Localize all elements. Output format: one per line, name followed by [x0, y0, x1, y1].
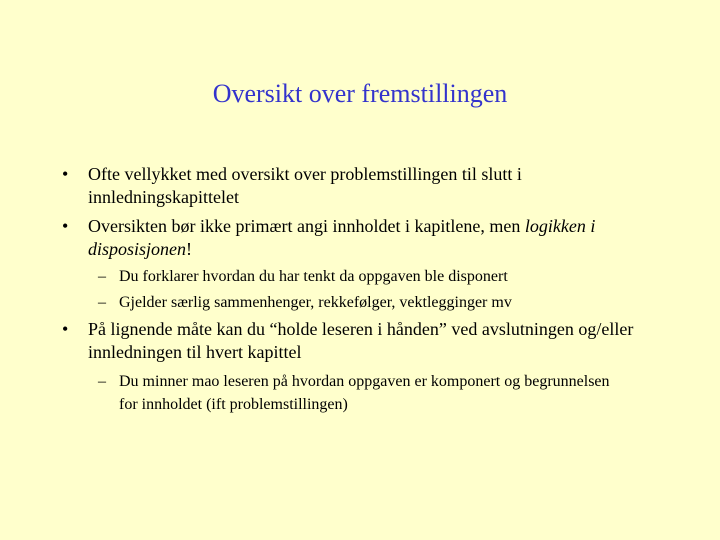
subbullet-item: [98, 265, 658, 288]
bullet-text-start: Oversikten bør ikke primært angi innholdet i kapitlene, men: [88, 216, 525, 236]
bullet-marker: •: [62, 319, 69, 339]
bullet-text: Ofte vellykket med oversikt over problemstillingen til slutt i innledningskapittelet: [88, 164, 522, 207]
dash-marker: –: [98, 373, 106, 390]
subbullet-item: [98, 370, 618, 416]
bullet-text-end: !: [186, 239, 193, 259]
dash-marker: –: [98, 268, 106, 285]
subbullet-item: [98, 291, 658, 314]
bullet-item: [62, 318, 662, 364]
bullet-marker: •: [62, 216, 69, 236]
subbullet-text: Du minner mao leseren på hvordan oppgaven er komponert og begrunnelsen for innholdet (ift problemstillingen): [119, 373, 610, 413]
subbullet-text: Du forklarer hvordan du har tenkt da oppgaven ble disponert: [119, 268, 508, 285]
dash-marker: –: [98, 294, 106, 311]
slide-title: Oversikt over fremstillingen: [212, 79, 508, 108]
subbullet-text: Gjelder særlig sammenhenger, rekkefølger, vektlegginger mv: [119, 294, 512, 311]
bullet-item: [62, 163, 662, 209]
bullet-text: På lignende måte kan du “holde leseren i hånden” ved avslutningen og/eller innledningen til hvert kapittel: [88, 319, 634, 362]
bullet-item: [62, 215, 662, 261]
bullet-text: [88, 215, 662, 261]
emphasized-text: logikken i disposisjonen: [88, 216, 596, 259]
bullet-marker: •: [62, 164, 69, 184]
